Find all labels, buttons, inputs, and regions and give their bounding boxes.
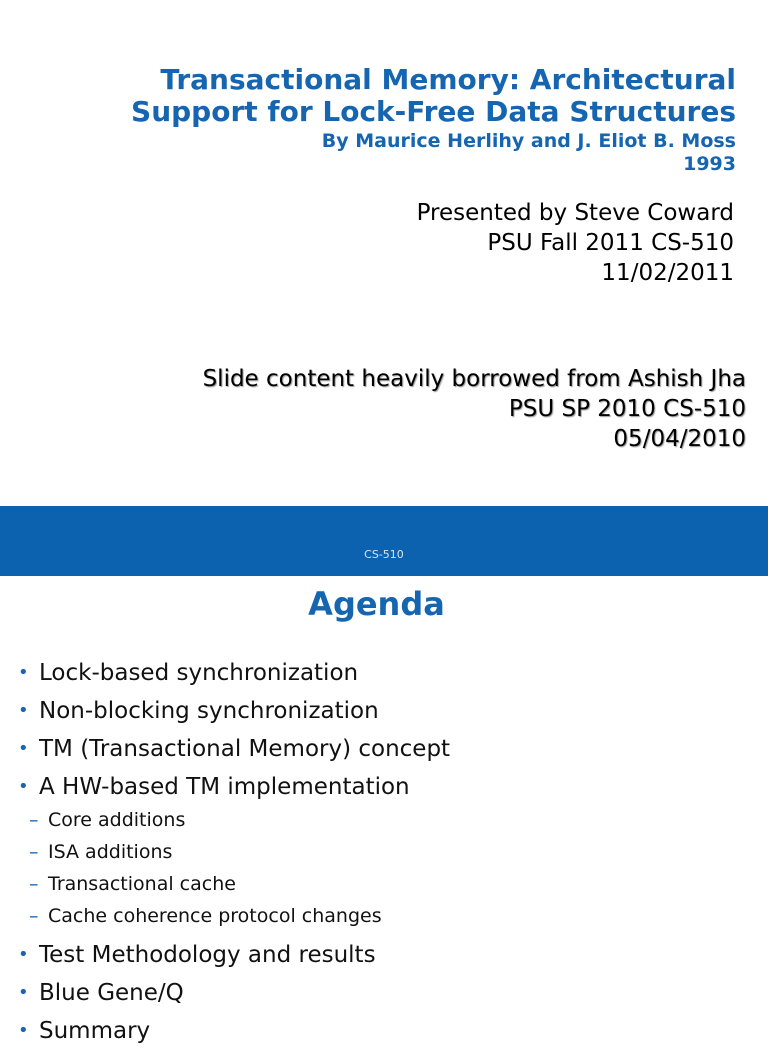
agenda-item-label: Lock-based synchronization <box>39 660 359 686</box>
agenda-item-label: A HW-based TM implementation <box>39 774 410 800</box>
agenda-subitem <box>18 900 450 932</box>
dash-icon: – <box>29 905 39 927</box>
presenter-date: 11/02/2011 <box>601 260 734 286</box>
agenda-item <box>18 974 450 1012</box>
year: 1993 <box>683 153 736 175</box>
agenda-item-label: TM (Transactional Memory) concept <box>39 736 451 762</box>
bullet-icon: • <box>18 662 29 683</box>
bullet-icon: • <box>18 700 29 721</box>
credit-date: 05/04/2010 <box>613 426 746 452</box>
credit-source: Slide content heavily borrowed from Ashish Jha <box>202 366 746 392</box>
agenda-sublist-container <box>18 804 450 932</box>
agenda-item-label: Test Methodology and results <box>39 942 376 968</box>
bullet-icon: • <box>18 944 29 965</box>
dash-icon: – <box>29 873 39 895</box>
agenda-item <box>18 654 450 692</box>
agenda-item <box>18 730 450 768</box>
agenda-item <box>18 936 450 974</box>
bullet-icon: • <box>18 982 29 1003</box>
presenter-block <box>417 198 734 288</box>
credit-course: PSU SP 2010 CS-510 <box>508 396 746 422</box>
authors: By Maurice Herlihy and J. Eliot B. Moss <box>321 130 736 152</box>
agenda-item-label: Summary <box>39 1018 151 1044</box>
agenda-item <box>18 692 450 730</box>
byline <box>322 130 736 176</box>
presenter-course: PSU Fall 2011 CS-510 <box>487 230 734 256</box>
slide-title <box>131 64 736 128</box>
presenter-name: Presented by Steve Coward <box>416 200 734 226</box>
credit-block <box>203 364 746 454</box>
agenda-slide <box>0 576 768 1044</box>
agenda-item-label: Non-blocking synchronization <box>39 698 379 724</box>
footer-label: CS-510 <box>364 548 404 561</box>
agenda-item <box>18 1012 450 1050</box>
title-line-2: Support for Lock-Free Data Structures <box>131 95 736 128</box>
dash-icon: – <box>29 809 39 831</box>
agenda-subitem-label: ISA additions <box>48 841 173 863</box>
agenda-sublist <box>18 804 450 932</box>
bullet-icon: • <box>18 1020 29 1041</box>
agenda-subitem-label: Cache coherence protocol changes <box>48 905 382 927</box>
title-slide <box>0 0 768 506</box>
agenda-subitem <box>18 836 450 868</box>
dash-icon: – <box>29 841 39 863</box>
bullet-icon: • <box>18 738 29 759</box>
agenda-subitem-label: Transactional cache <box>48 873 236 895</box>
bullet-icon: • <box>18 776 29 797</box>
agenda-subitem <box>18 868 450 900</box>
agenda-subitem <box>18 804 450 836</box>
agenda-item <box>18 768 450 806</box>
title-line-1: Transactional Memory: Architectural <box>160 63 736 96</box>
agenda-list <box>18 654 450 1050</box>
agenda-subitem-label: Core additions <box>48 809 186 831</box>
agenda-item-label: Blue Gene/Q <box>39 980 184 1006</box>
agenda-title: Agenda <box>308 585 445 623</box>
footer-band <box>0 506 768 576</box>
